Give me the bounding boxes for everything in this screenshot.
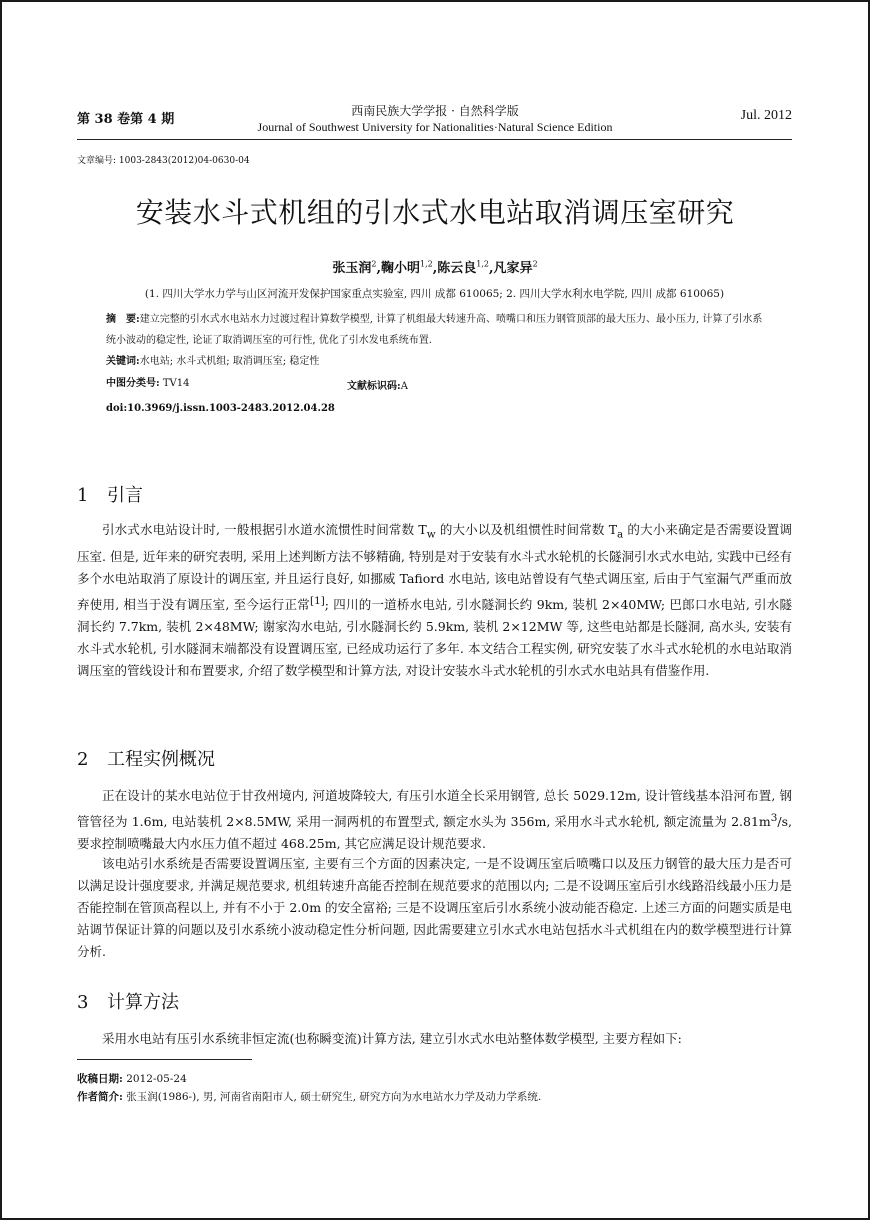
section-number: 3	[77, 992, 89, 1013]
superscript: 3	[770, 812, 778, 824]
journal-name-en: Journal of Southwest University for Nationalities·Natural Science Edition	[257, 120, 613, 134]
author-bio	[77, 1089, 541, 1104]
paragraph-intro	[77, 519, 792, 682]
keywords	[106, 351, 771, 372]
section-number: 2	[77, 749, 89, 770]
section-title: 工程实例概况	[107, 749, 215, 770]
text-run: ; 四川的一道桥水电站, 引水隧洞长约 9km, 装机 2×40MW; 巴郎口水电站, 引水隧洞长约 7.7km, 装机 2×48MW; 谢家沟水电站, 引水隧洞长约 5.9km, 装机 2×12MW 等, 这些电站都是长隧洞, 高水头, 安装有水斗式水轮机, 引水隧洞末端都没有设置调压室, 已经成功运行了多年. 本文结合工程实例, 研究安装了水斗式水轮机的水电站取消调压室的管线设计和布置要求, 介绍了数学模型和计算方法, 对设计安装水斗式水轮机的引水式水电站具有借鉴作用.	[77, 596, 792, 678]
text-run: 引水式水电站设计时, 一般根据引水道水流惯性时间常数 T	[102, 522, 427, 537]
header-rule	[77, 139, 792, 140]
paper-title: 安装水斗式机组的引水式水电站取消调压室研究	[135, 196, 735, 229]
publication-date: Jul. 2012	[740, 108, 792, 123]
abstract-label: 摘 要:	[106, 314, 140, 325]
clc-label: 中图分类号:	[106, 378, 160, 389]
author-name: 凡家异	[493, 261, 533, 276]
subscript: a	[617, 528, 624, 541]
paragraph-factors: 该电站引水系统是否需要设置调压室, 主要有三个方面的因素决定, 一是不设调压室后喷嘴口以及压力钢管的最大压力是否可以满足设计强度要求, 并满足规范要求, 机组转速升高能否控制在规范要求的范围以内; 二是不设调压室后引水线路沿线最小压力是否能控制在管顶高程以上, 并有不小于 2.0m 的安全富裕; 三是不设调压室后引水系统小波动能否稳定. 上述三方面的问题实质是电站调节保证计算的问题以及引水系统小波动稳定性分析问题, 因此需要建立引水式水电站包括水斗式机组在内的数学模型进行计算分析.	[77, 856, 792, 959]
paragraph-method: 采用水电站有压引水系统非恒定流(也称瞬变流)计算方法, 建立引水式水电站整体数学模型, 主要方程如下:	[102, 1031, 682, 1046]
author-list: 张玉润$^2$,鞠小明$^{1,2}$,陈云良$^{1,2}$,凡家异$^2$	[332, 259, 538, 276]
received-label: 收稿日期:	[77, 1073, 123, 1085]
text-run: 正在设计的某水电站位于甘孜州境内, 河道坡降较大, 有压引水道全长采用钢管, 总长 5029.12m, 设计管线基本沿河布置, 钢管管径为 1.6m, 电站装机 2×8.5MW, 采用一洞两机的布置型式, 额定水头为 356m, 采用水斗式水轮机, 额定流量为 2.81m	[77, 788, 792, 830]
doc-code-label: 文献标识码:	[347, 381, 401, 392]
doi-value: 10.3969/j.issn.1003-2483.2012.04.28	[127, 403, 335, 414]
author-affil-mark: 1,2	[476, 259, 490, 269]
author-name: 陈云良	[437, 261, 477, 276]
subscript: w	[426, 528, 436, 541]
author-bio-text: 张玉润(1986-), 男, 河南省南阳市人, 硕士研究生, 研究方向为水电站水力学及动力学系统.	[122, 1091, 542, 1103]
received-value: 2012-05-24	[122, 1073, 187, 1085]
abstract	[106, 309, 771, 351]
doi-label: doi:	[106, 403, 128, 414]
document-code	[347, 377, 408, 392]
affiliations: (1. 四川大学水力学与山区河流开发保护国家重点实验室, 四川 成都 610065; 2. 四川大学水利水电学院, 四川 成都 610065)	[144, 288, 725, 300]
clc-value: TV14	[159, 378, 190, 389]
text-run: 的大小以及机组惯性时间常数 T	[435, 522, 618, 537]
text-run: 的大小来确定是否需要设置调压室. 但是, 近年来的研究表明, 采用上述判断方法不够精确, 特别是对于安装有水斗式水轮机的长隧洞引水式水电站, 实践中已经有多个水电站取消了原设计的调压室, 并且运行良好, 如挪威 Tafiord 水电站, 该电站曾设有气垫式调压室, 后由于气室漏气严重而放弃使用, 相当于没有调压室, 至今运行正常	[77, 522, 792, 612]
author-name: 鞠小明	[380, 261, 420, 276]
section-heading	[77, 745, 215, 771]
section-heading	[77, 481, 143, 507]
citation-ref: [1]	[310, 594, 325, 607]
journal-issue: 第 38 卷第 4 期	[77, 112, 175, 127]
doi	[106, 398, 771, 419]
author-name: 张玉润	[332, 261, 372, 276]
keywords-label: 关键词:	[106, 356, 140, 367]
doc-code-value: A	[400, 381, 408, 392]
section-heading	[77, 988, 179, 1014]
classification-number	[106, 373, 771, 394]
paragraph-project	[77, 785, 792, 855]
abstract-text: 建立完整的引水式水电站水力过渡过程计算数学模型, 计算了机组最大转速升高、喷嘴口和压力钢管顶部的最大压力、最小压力, 计算了引水系统小波动的稳定性, 论证了取消调压室的可行性, 优化了引水发电系统布置.	[106, 314, 763, 346]
footnote-rule	[77, 1059, 252, 1060]
journal-name-cn: 西南民族大学学报 · 自然科学版	[351, 104, 519, 118]
section-title: 计算方法	[107, 992, 179, 1013]
article-number: 文章编号: 1003-2843(2012)04-0630-04	[77, 156, 250, 166]
section-title: 引言	[107, 485, 143, 506]
author-affil-mark: 1,2	[420, 259, 433, 269]
received-date	[77, 1071, 187, 1086]
keywords-text: 水电站; 水斗式机组; 取消调压室; 稳定性	[139, 356, 320, 367]
author-bio-label: 作者简介:	[77, 1091, 123, 1103]
author-affil-mark: 2	[532, 259, 538, 269]
text-run: /s, 要求控制喷嘴最大内水压力值不超过 468.25m, 其它应满足设计规范要求.	[77, 814, 792, 852]
author-affil-mark: 2	[371, 259, 377, 269]
section-number: 1	[77, 485, 89, 506]
